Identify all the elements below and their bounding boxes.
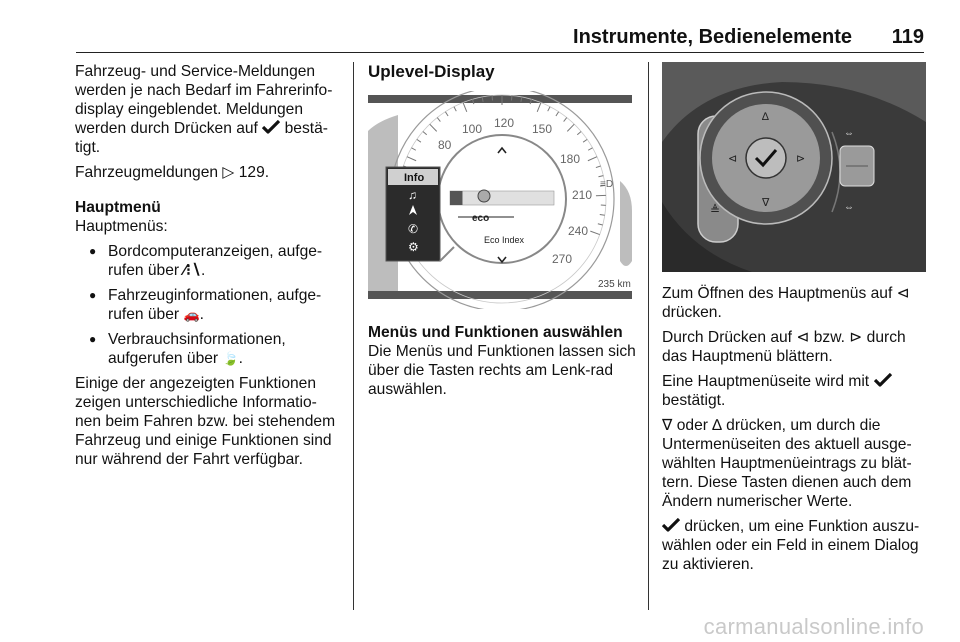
browse-main-menu-text: Durch Drücken auf ⊲ bzw. ⊳ durch das Hauptmenü blättern. (662, 329, 906, 365)
up-arrow-icon: ∆ (762, 111, 769, 123)
list-item: ● Verbrauchsinformationen, aufgerufen über 🍃. (89, 330, 340, 368)
reference-line: Fahrzeugmeldungen ▷ 129. (75, 164, 270, 181)
main-menu-list (75, 242, 340, 368)
odometer: 235 km (598, 279, 631, 290)
tick-label: 80 (438, 138, 452, 152)
list-item: ● Bordcomputeranzeigen, aufge-rufen über ⁄⁝∖. (89, 242, 340, 280)
eco-bar-track (450, 191, 554, 205)
menu-functions-heading: Menüs und Funktionen auswählen (368, 324, 623, 341)
page-ref-icon: ▷ (222, 164, 235, 181)
music-icon: ♫ (408, 188, 417, 202)
section-title: Instrumente, Bedienelemente (573, 26, 852, 48)
closing-paragraph: Einige der angezeigten Funktionen zeigen unterschiedliche Informatio-nen beim Fahren bzw. bei stehendem Fahrzeug und einige Funktionen sind nur während der Fahrt verfügbar. (75, 375, 336, 468)
gear-icon: ⚙ (408, 240, 419, 254)
submenu-text: ∇ oder ∆ drücken, um durch die Untermenüseiten des aktuell ausge-wählten Hauptmenüeintrags zu blät-tern. Diese Tasten dienen auch dem Ändern numerischer Werte. (662, 417, 912, 510)
column-3 (662, 62, 927, 580)
page-header (76, 26, 924, 53)
down-arrow-icon: ∇ (762, 197, 770, 209)
menu-info-label: Info (404, 172, 425, 184)
column-1 (75, 62, 340, 475)
page-number: 119 (891, 26, 924, 48)
checkmark-icon (874, 373, 892, 387)
intro-paragraph: Fahrzeug- und Service-Meldungen werden je nach Bedarf im Fahrerinfo-display eingeblendet. Meldungen werden durch Drücken auf bestä-tigt. (75, 63, 333, 156)
left-arrow-icon: ⊲ (728, 153, 738, 165)
watermark: carmanualsonline.info (703, 614, 924, 639)
confirm-button (746, 138, 786, 178)
tick-label: 210 (572, 188, 593, 202)
steering-wheel-controls-figure (662, 62, 926, 272)
right-arrow-icon: ⊳ (796, 153, 806, 165)
main-menu-lead: Hauptmenüs: (75, 218, 168, 235)
tick-label: 120 (494, 116, 515, 130)
checkmark-icon (662, 518, 680, 532)
eco-bar-fill (450, 191, 462, 205)
eco-indicator-knob (478, 190, 490, 202)
column-divider-1 (353, 62, 354, 610)
column-divider-2 (648, 62, 649, 610)
volume-down-icon: ≜ (710, 203, 721, 217)
checkmark-icon (262, 120, 280, 134)
tick-label: 150 (532, 122, 553, 136)
uplevel-display-heading: Uplevel-Display (368, 62, 495, 81)
list-item: ● Fahrzeuginformationen, aufge-rufen über 🚗. (89, 286, 340, 324)
menu-functions-text: Die Menüs und Funktionen lassen sich über die Tasten rechts am Lenk-rad auswählen. (368, 343, 636, 398)
confirm-page-text: Eine Hauptmenüseite wird mit bestätigt. (662, 372, 927, 410)
high-beam-icon: ≡D (600, 179, 614, 190)
car-icon: 🚗 (183, 307, 200, 322)
eco-label: eco (472, 213, 490, 224)
column-2 (368, 62, 636, 405)
tick-label: 270 (552, 252, 573, 266)
open-main-menu-text: Zum Öffnen des Hauptmenüs auf ⊲ drücken. (662, 285, 910, 321)
tick-label: 240 (568, 224, 589, 238)
previous-icon: ⇔ (844, 202, 854, 213)
phone-icon: ✆ (408, 222, 419, 236)
dashboard-top-trim (368, 95, 632, 103)
trip-computer-icon: ⁄⁝∖ (183, 262, 201, 279)
main-menu-heading: Hauptmenü (75, 199, 161, 216)
tick-label: 180 (560, 152, 581, 166)
select-function-text: drücken, um eine Funktion auszu-wählen oder ein Feld in einem Dialog zu aktivieren. (662, 518, 920, 573)
eco-leaf-icon: 🍃 (222, 351, 239, 366)
uplevel-display-figure (368, 91, 632, 309)
dashboard-bottom-trim (368, 291, 632, 299)
next-icon: ⇔ (844, 128, 854, 139)
tick-label: 100 (462, 122, 483, 136)
eco-index-label: Eco Index (484, 235, 525, 245)
